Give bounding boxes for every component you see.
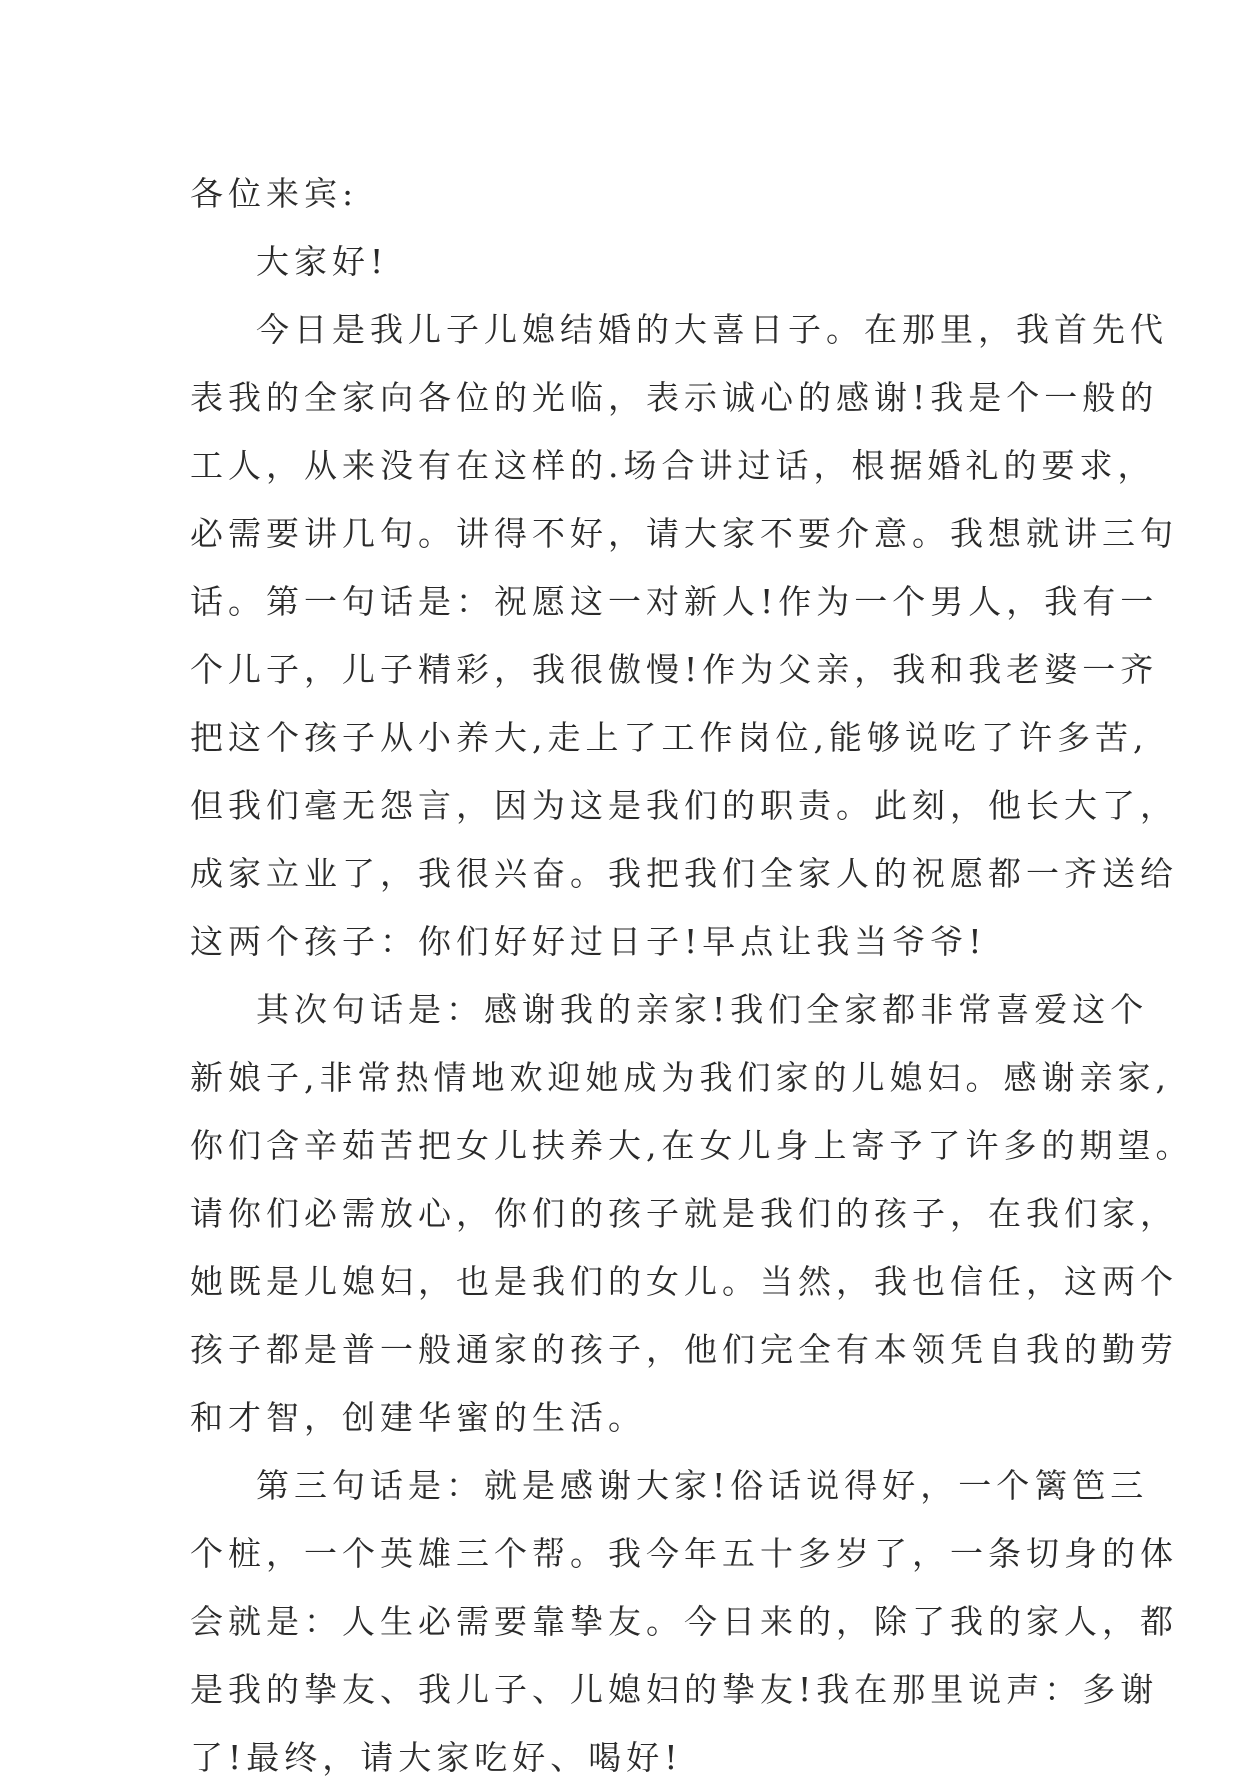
text-line: 了!最终，请大家吃好、喝好! [190,1738,683,1777]
text-line: 个桩，一个英雄三个帮。我今年五十多岁了，一条切身的体 [190,1534,1178,1573]
text-line: 新娘子,非常热情地欢迎她成为我们家的儿媳妇。感谢亲家, [190,1058,1171,1097]
text-line: 是我的挚友、我儿子、儿媳妇的挚友!我在那里说声：多谢 [190,1670,1159,1709]
text-line: 其次句话是：感谢我的亲家!我们全家都非常喜爱这个 [256,990,1149,1029]
speech-text [190,160,1194,1792]
text-line: 今日是我儿子儿媳结婚的大喜日子。在那里，我首先代 [256,310,1168,349]
text-line: 第三句话是：就是感谢大家!俗话说得好，一个篱笆三 [256,1466,1149,1505]
text-line: 她既是儿媳妇，也是我们的女儿。当然，我也信任，这两个 [190,1262,1178,1301]
text-line: 工人，从来没有在这样的.场合讲过话，根据婚礼的要求， [190,446,1156,485]
text-line: 会就是：人生必需要靠挚友。今日来的，除了我的家人，都 [190,1602,1178,1641]
text-line: 话。第一句话是：祝愿这一对新人!作为一个男人，我有一 [190,582,1159,621]
text-line: 大家好! [256,242,389,281]
text-line: 必需要讲几句。讲得不好，请大家不要介意。我想就讲三句 [190,514,1178,553]
text-line: 各位来宾: [190,174,359,213]
text-line: 表我的全家向各位的光临，表示诚心的感谢!我是个一般的 [190,378,1159,417]
text-line: 你们含辛茹苦把女儿扶养大,在女儿身上寄予了许多的期望。 [190,1126,1194,1165]
text-line: 孩子都是普一般通家的孩子，他们完全有本领凭自我的勤劳 [190,1330,1178,1369]
text-line: 把这个孩子从小养大,走上了工作岗位,能够说吃了许多苦, [190,718,1149,757]
text-line: 个儿子，儿子精彩，我很傲慢!作为父亲，我和我老婆一齐 [190,650,1159,689]
text-line: 和才智，创建华蜜的生活。 [190,1398,646,1437]
text-line: 但我们毫无怨言，因为这是我们的职责。此刻，他长大了， [190,786,1178,825]
text-line: 请你们必需放心，你们的孩子就是我们的孩子，在我们家， [190,1194,1178,1233]
text-line: 这两个孩子：你们好好过日子!早点让我当爷爷! [190,922,987,961]
text-line: 成家立业了，我很兴奋。我把我们全家人的祝愿都一齐送给 [190,854,1178,893]
